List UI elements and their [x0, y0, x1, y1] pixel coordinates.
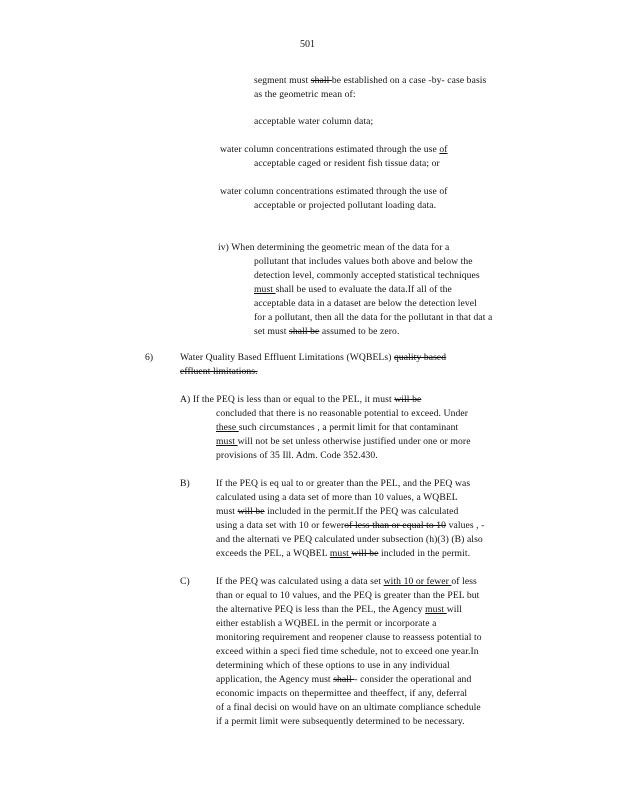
- text-run: as the geometric mean of:: [254, 89, 356, 100]
- text-run: included in the permit.: [378, 548, 471, 559]
- text-run: 6): [145, 352, 154, 363]
- text-run: acceptable caged or resident fish tissue data; or: [254, 158, 440, 169]
- inserted-text: must: [329, 548, 352, 559]
- text-run: set must: [254, 326, 290, 337]
- text-run: water column concentrations estimated through the use of: [220, 186, 448, 197]
- deleted-text: effluent limitations.: [180, 366, 258, 377]
- text-run: be established on a case -by- case basis: [331, 75, 487, 86]
- text-line: [216, 674, 471, 686]
- text-run: of a final decisi on would have on an ultimate compliance schedule: [216, 702, 481, 713]
- text-run: acceptable water column data;: [254, 116, 374, 127]
- text-line: [254, 270, 480, 282]
- section-number: [145, 352, 153, 364]
- text-run: A) If the PEQ is less than or equal to the PEL, it must: [180, 394, 395, 405]
- text-run: if a permit limit were subsequently determined to be necessary.: [216, 716, 465, 727]
- text-run: water column concentrations estimated through the use: [220, 144, 440, 155]
- text-line: [216, 520, 484, 532]
- text-line: [254, 75, 486, 87]
- text-line: [216, 604, 462, 616]
- text-run: monitoring requirement and reopener clause to reassess potential to: [216, 632, 482, 643]
- text-line: [254, 298, 477, 310]
- text-run: segment must: [254, 75, 311, 86]
- text-line: [254, 256, 473, 268]
- text-line: [216, 408, 468, 420]
- text-run: exceed within a speci fied time schedule, not to exceed one year.In: [216, 646, 479, 657]
- inserted-text: must: [254, 284, 276, 295]
- text-line: [216, 590, 479, 602]
- text-line: [254, 284, 452, 296]
- text-run: assumed to be zero.: [319, 326, 400, 337]
- text-run: using a data set with 10 or fewer: [216, 520, 345, 531]
- text-run: detection level, commonly accepted statistical techniques: [254, 270, 480, 281]
- text-run: acceptable or projected pollutant loading data.: [254, 200, 437, 211]
- inserted-text: these: [216, 422, 239, 433]
- text-run: the alternative PEQ is less than the PEL, the Agency: [216, 604, 426, 615]
- text-run: included in the permit.If the PEQ was calculated: [264, 506, 459, 517]
- text-line: [216, 478, 470, 490]
- text-run: must: [216, 506, 238, 517]
- text-run: concluded that there is no reasonable potential to exceed. Under: [216, 408, 469, 419]
- text-line: [216, 632, 482, 644]
- text-run: application, the Agency must: [216, 674, 334, 685]
- deleted-text: shall: [333, 674, 355, 685]
- text-run: for a pollutant, then all the data for the pollutant in that dat a: [254, 312, 493, 323]
- text-line: [216, 548, 470, 560]
- text-run: will: [446, 604, 463, 615]
- inserted-text: with 10 or fewer: [383, 576, 452, 587]
- deleted-text: shall: [310, 75, 332, 86]
- text-line: [216, 646, 479, 658]
- text-line: [254, 89, 356, 101]
- text-run: Water Quality Based Effluent Limitations (WQBELs): [180, 352, 394, 363]
- text-line: [218, 242, 449, 254]
- text-line: [216, 422, 458, 434]
- text-line: [216, 450, 378, 462]
- text-run: shall be used to evaluate the data.If all of the: [275, 284, 452, 295]
- inserted-text: of: [439, 144, 448, 155]
- text-line: [216, 702, 481, 714]
- text-run: iv) When determining the geometric mean of the data for a: [218, 242, 450, 253]
- item-label: [180, 478, 190, 490]
- text-line: [216, 716, 465, 728]
- text-line: [254, 116, 373, 128]
- text-run: If the PEQ is eq ual to or greater than the PEL, and the PEQ was: [216, 478, 471, 489]
- text-line: [216, 534, 483, 546]
- inserted-text: must: [216, 436, 238, 447]
- text-line: [216, 492, 458, 504]
- deleted-text: will be: [394, 394, 422, 405]
- text-run: than or equal to 10 values, and the PEQ is greater than the PEL but: [216, 590, 480, 601]
- text-line: [254, 158, 440, 170]
- text-run: either establish a WQBEL in the permit or incorporate a: [216, 618, 437, 629]
- text-line: [216, 576, 477, 588]
- text-run: determining which of these options to use in any individual: [216, 660, 450, 671]
- text-run: exceeds the PEL, a WQBEL: [216, 548, 330, 559]
- text-run: acceptable data in a dataset are below the detection level: [254, 298, 477, 309]
- deleted-text: will be: [351, 548, 379, 559]
- text-line: [216, 618, 437, 630]
- text-line: [220, 186, 448, 198]
- text-run: values , -: [446, 520, 485, 531]
- deleted-text: will be: [237, 506, 265, 517]
- text-run: of less: [451, 576, 477, 587]
- text-line: [220, 144, 448, 156]
- deleted-text: shall be: [289, 326, 320, 337]
- text-run: provisions of 35 Ill. Adm. Code 352.430.: [216, 450, 378, 461]
- deleted-text: of less than or equal to 10: [344, 520, 447, 531]
- text-run: will not be set unless otherwise justified under one or more: [237, 436, 471, 447]
- text-run: such circumstances , a permit limit for that contaminant: [238, 422, 459, 433]
- text-run: economic impacts on thepermittee and theeffect, if any, deferral: [216, 688, 468, 699]
- text-line: [180, 352, 446, 364]
- text-line: [216, 688, 467, 700]
- text-run: calculated using a data set of more than 10 values, a WQBEL: [216, 492, 458, 503]
- text-run: - consider the operational and: [354, 674, 472, 685]
- text-line: [254, 312, 492, 324]
- text-run: If the PEQ was calculated using a data set: [216, 576, 384, 587]
- text-line: [254, 200, 436, 212]
- text-run: and the alternati ve PEQ calculated under subsection (h)(3) (B) also: [216, 534, 483, 545]
- text-line: [216, 506, 458, 518]
- text-line: [254, 326, 399, 338]
- text-line: [216, 660, 450, 672]
- inserted-text: must: [425, 604, 447, 615]
- deleted-text: quality based: [394, 352, 447, 363]
- text-run: C): [180, 576, 190, 587]
- page-number: 501: [300, 39, 315, 50]
- text-run: B): [180, 478, 190, 489]
- text-run: pollutant that includes values both above and below the: [254, 256, 473, 267]
- text-line: [180, 366, 258, 378]
- item-label: [180, 576, 190, 588]
- text-line: [216, 436, 471, 448]
- text-line: [180, 394, 421, 406]
